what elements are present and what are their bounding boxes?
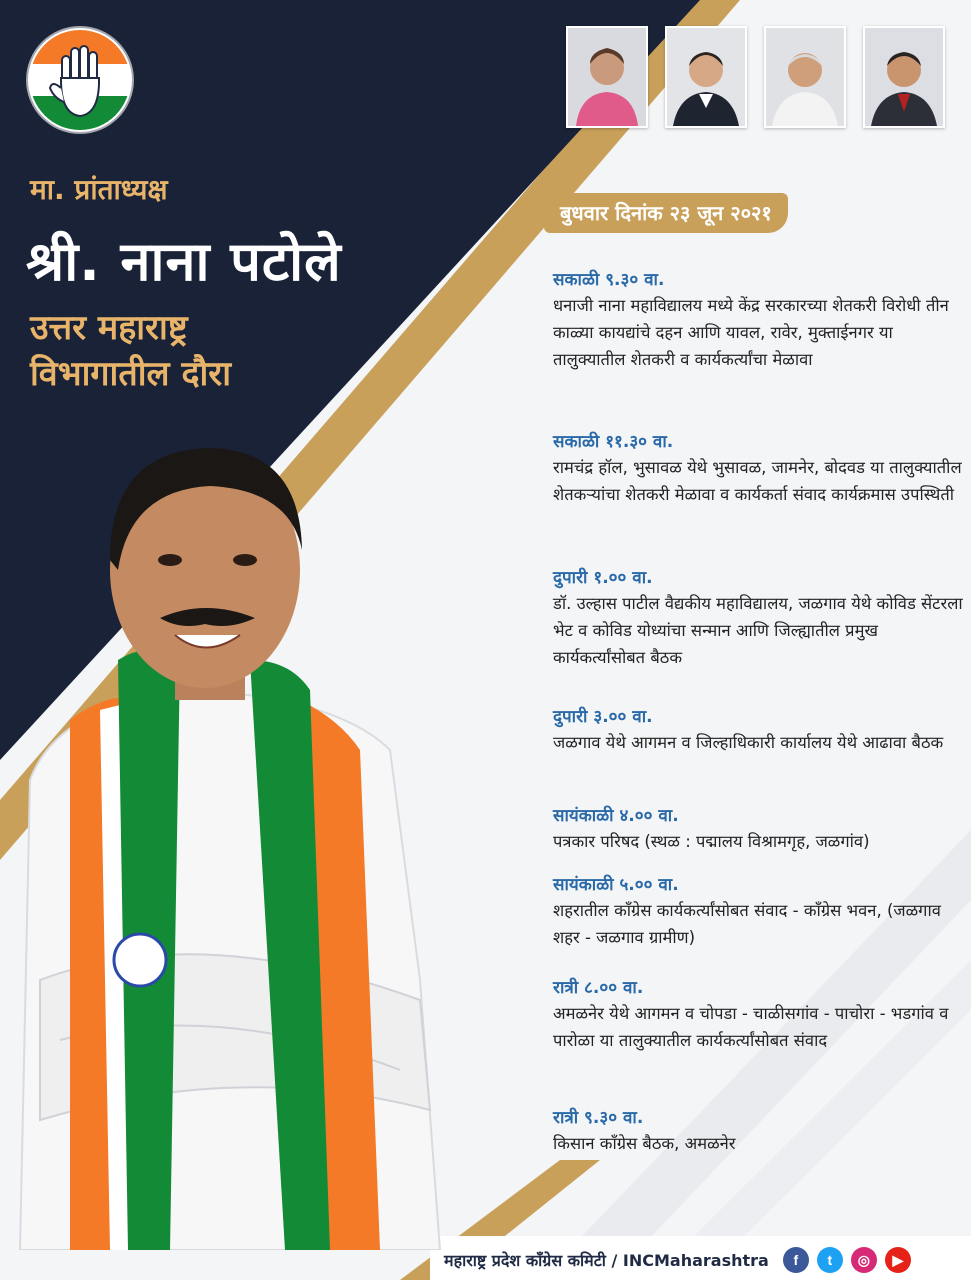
leader-name-title: श्री. नाना पटोले <box>26 230 342 293</box>
event-time: सायंकाळी ५.०० वा. <box>553 875 679 895</box>
schedule-item <box>553 268 963 373</box>
designation-text: मा. प्रांताध्यक्ष <box>30 173 168 206</box>
schedule-item <box>553 430 963 508</box>
event-description: किसान काँग्रेस बैठक, अमळनेर <box>553 1134 736 1153</box>
event-description: रामचंद्र हॉल, भुसावळ येथे भुसावळ, जामनेर, बोदवड या तालुक्यातील शेतकऱ्यांचा शेतकरी मेळावा व कार्यकर्ता संवाद कार्यक्रमास उपस्थिती <box>553 458 962 504</box>
event-time: रात्री ९.३० वा. <box>553 1108 644 1128</box>
youtube-icon[interactable]: ▶ <box>885 1247 911 1273</box>
event-time: सायंकाळी ४.०० वा. <box>553 806 679 826</box>
event-description: धनाजी नाना महाविद्यालय मध्ये केंद्र सरकारच्या शेतकरी विरोधी तीन काळ्या कायद्यांचे दहन आणि यावल, रावेर, मुक्ताईनगर या तालुक्यातील शेतकरी व कार्यकर्त्यांचा मेळावा <box>553 296 949 369</box>
twitter-icon[interactable]: t <box>817 1247 843 1273</box>
leader-photos <box>566 26 945 128</box>
leader-photo-3 <box>764 26 846 128</box>
schedule-item <box>553 705 963 756</box>
footer <box>430 1240 971 1280</box>
schedule-item <box>553 566 963 671</box>
event-description: पत्रकार परिषद (स्थळ : पद्मालय विश्रामगृह, जळगांव) <box>553 832 870 851</box>
leader-photo-1 <box>566 26 648 128</box>
footer-text: महाराष्ट्र प्रदेश काँग्रेस कमिटी / INCMaharashtra <box>444 1251 769 1270</box>
event-description: अमळनेर येथे आगमन व चोपडा - चाळीसगांव - पाचोरा - भडगांव व पारोळा या तालुक्यातील कार्यकर्त्यांसोबत संवाद <box>553 1004 949 1050</box>
event-time: दुपारी १.०० वा. <box>553 568 653 588</box>
tour-title: उत्तर महाराष्ट्र विभागातील दौरा <box>30 308 232 394</box>
schedule-item <box>553 804 963 855</box>
event-time: दुपारी ३.०० वा. <box>553 707 653 727</box>
schedule-item <box>553 873 963 951</box>
event-description: शहरातील काँग्रेस कार्यकर्त्यांसोबत संवाद - काँग्रेस भवन, (जळगाव शहर - जळगाव ग्रामीण) <box>553 901 941 947</box>
schedule-item <box>553 1106 963 1157</box>
date-badge: बुधवार दिनांक २३ जून २०२१ <box>544 193 788 233</box>
event-time: रात्री ८.०० वा. <box>553 978 644 998</box>
facebook-icon[interactable]: f <box>783 1247 809 1273</box>
event-description: जळगाव येथे आगमन व जिल्हाधिकारी कार्यालय येथे आढावा बैठक <box>553 733 944 752</box>
event-time: सकाळी ११.३० वा. <box>553 432 674 452</box>
leader-photo-4 <box>863 26 945 128</box>
event-time: सकाळी ९.३० वा. <box>553 270 665 290</box>
leader-portrait <box>0 420 520 1250</box>
instagram-icon[interactable]: ◎ <box>851 1247 877 1273</box>
event-description: डॉ. उल्हास पाटील वैद्यकीय महाविद्यालय, जळगाव येथे कोविड सेंटरला भेट व कोविड योध्यांचा सन्मान आणि जिल्ह्यातील प्रमुख कार्यकर्त्यांसोबत बैठक <box>553 594 963 667</box>
congress-logo <box>28 28 132 132</box>
social-icons <box>783 1247 911 1273</box>
schedule-item <box>553 976 963 1054</box>
leader-photo-2 <box>665 26 747 128</box>
